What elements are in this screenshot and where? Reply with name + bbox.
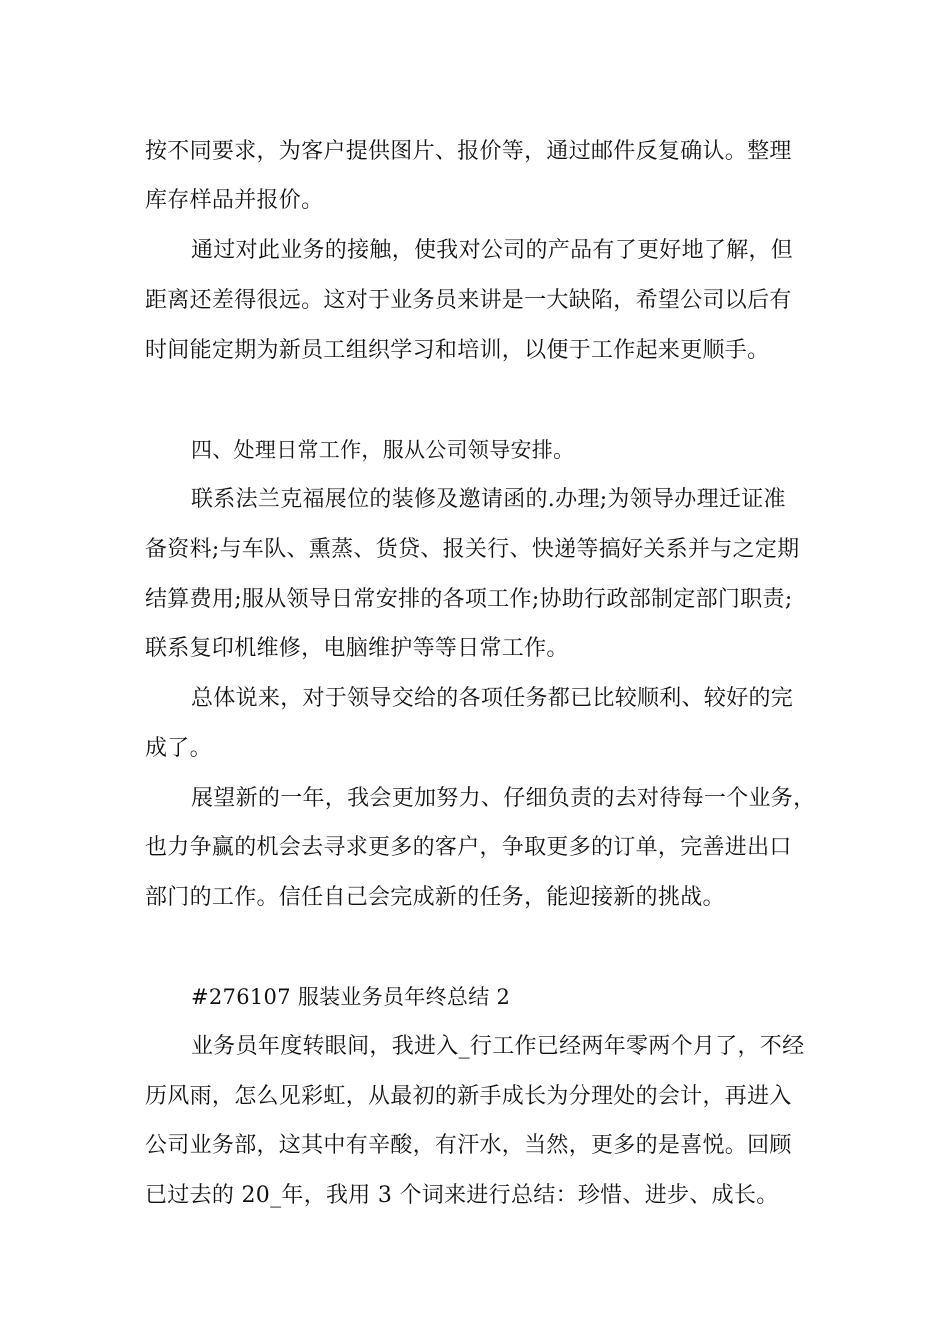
paragraph-line: 已过去的 20_年，我用 3 个词来进行总结：珍惜、进步、成长。 [145, 1183, 779, 1208]
paragraph-line: 展望新的一年，我会更加努力、仔细负责的去对待每一个业务， [191, 786, 816, 811]
paragraph-line: 时间能定期为新员工组织学习和培训，以便于工作起来更顺手。 [145, 338, 770, 363]
paragraph-line: 结算费用;服从领导日常安排的各项工作;协助行政部制定部门职责; [145, 587, 793, 612]
section-heading: 四、处理日常工作，服从公司领导安排。 [191, 438, 575, 462]
paragraph-line: 也力争赢的机会去寻求更多的客户，争取更多的订单，完善进出口 [145, 835, 792, 860]
paragraph-line: 联系复印机维修，电脑维护等等日常工作。 [145, 636, 569, 661]
paragraph-line: 距离还差得很远。这对于业务员来讲是一大缺陷，希望公司以后有 [145, 288, 792, 313]
paragraph-line: 备资料;与车队、熏蒸、货贷、报关行、快递等搞好关系并与之定期 [145, 537, 800, 562]
paragraph-line: 部门的工作。信任自己会完成新的任务，能迎接新的挑战。 [145, 885, 725, 910]
paragraph-line: 总体说来，对于领导交给的各项任务都已比较顺利、较好的完 [191, 686, 794, 711]
paragraph-line: 库存样品并报价。 [145, 188, 324, 213]
section-title: #276107 服装业务员年终总结 2 [191, 985, 511, 1009]
paragraph-line: 公司业务部，这其中有辛酸，有汗水，当然，更多的是喜悦。回顾 [145, 1133, 792, 1158]
paragraph-line: 业务员年度转眼间，我进入_行工作已经两年零两个月了，不经 [191, 1034, 805, 1059]
paragraph-line: 联系法兰克福展位的装修及邀请函的.办理;为领导办理迁证准 [191, 487, 786, 512]
paragraph-line: 按不同要求，为客户提供图片、报价等，通过邮件反复确认。整理 [145, 139, 792, 164]
paragraph-line: 成了。 [145, 736, 212, 761]
paragraph-line: 通过对此业务的接触，使我对公司的产品有了更好地了解，但 [191, 238, 794, 263]
paragraph-line: 历风雨，怎么见彩虹，从最初的新手成长为分理处的会计，再进入 [145, 1084, 792, 1109]
